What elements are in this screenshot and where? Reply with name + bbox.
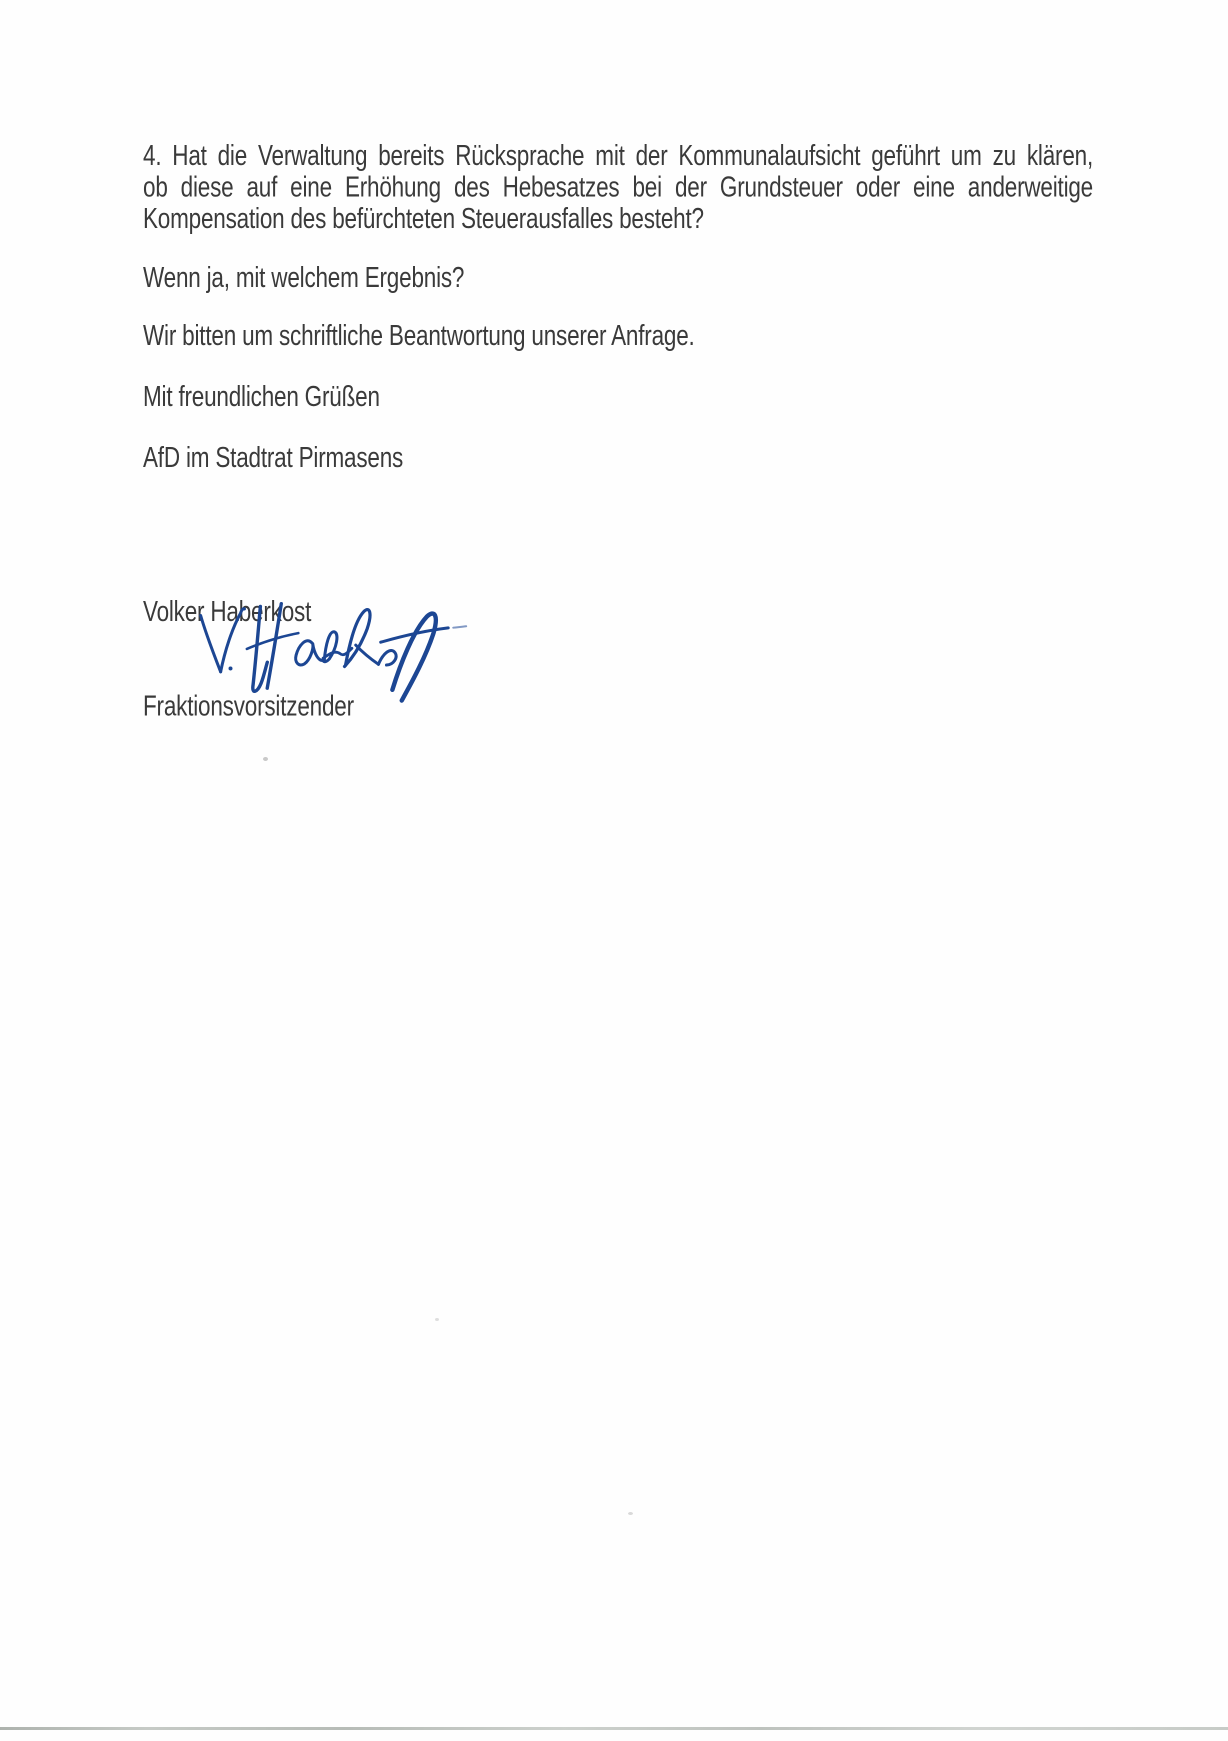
signer-title: Fraktionsvorsitzender [143, 690, 354, 722]
scan-artifact-bottom-line [0, 1727, 1228, 1730]
question-4-line-1: 4. Hat die Verwaltung bereits Rücksprache mit der Kommunalaufsicht geführt um zu klären, [143, 140, 1093, 172]
signer-name: Volker Haberkost [143, 596, 312, 628]
question-4-line-2: ob diese auf eine Erhöhung des Hebesatzes bei der Grundsteuer oder eine anderweitige [143, 171, 1093, 203]
question-4-paragraph [143, 140, 1093, 235]
scan-speck [435, 1318, 439, 1321]
followup-question: Wenn ja, mit welchem Ergebnis? [143, 262, 465, 294]
organization-line: AfD im Stadtrat Pirmasens [143, 442, 404, 474]
request-line: Wir bitten um schriftliche Beantwortung unserer Anfrage. [143, 320, 695, 352]
scan-speck [263, 757, 268, 761]
question-4-line-3: Kompensation des befürchteten Steuerausfalles besteht? [143, 203, 704, 235]
scan-speck [628, 1512, 633, 1515]
closing-salutation: Mit freundlichen Grüßen [143, 381, 380, 413]
signature-handwriting [175, 586, 485, 718]
